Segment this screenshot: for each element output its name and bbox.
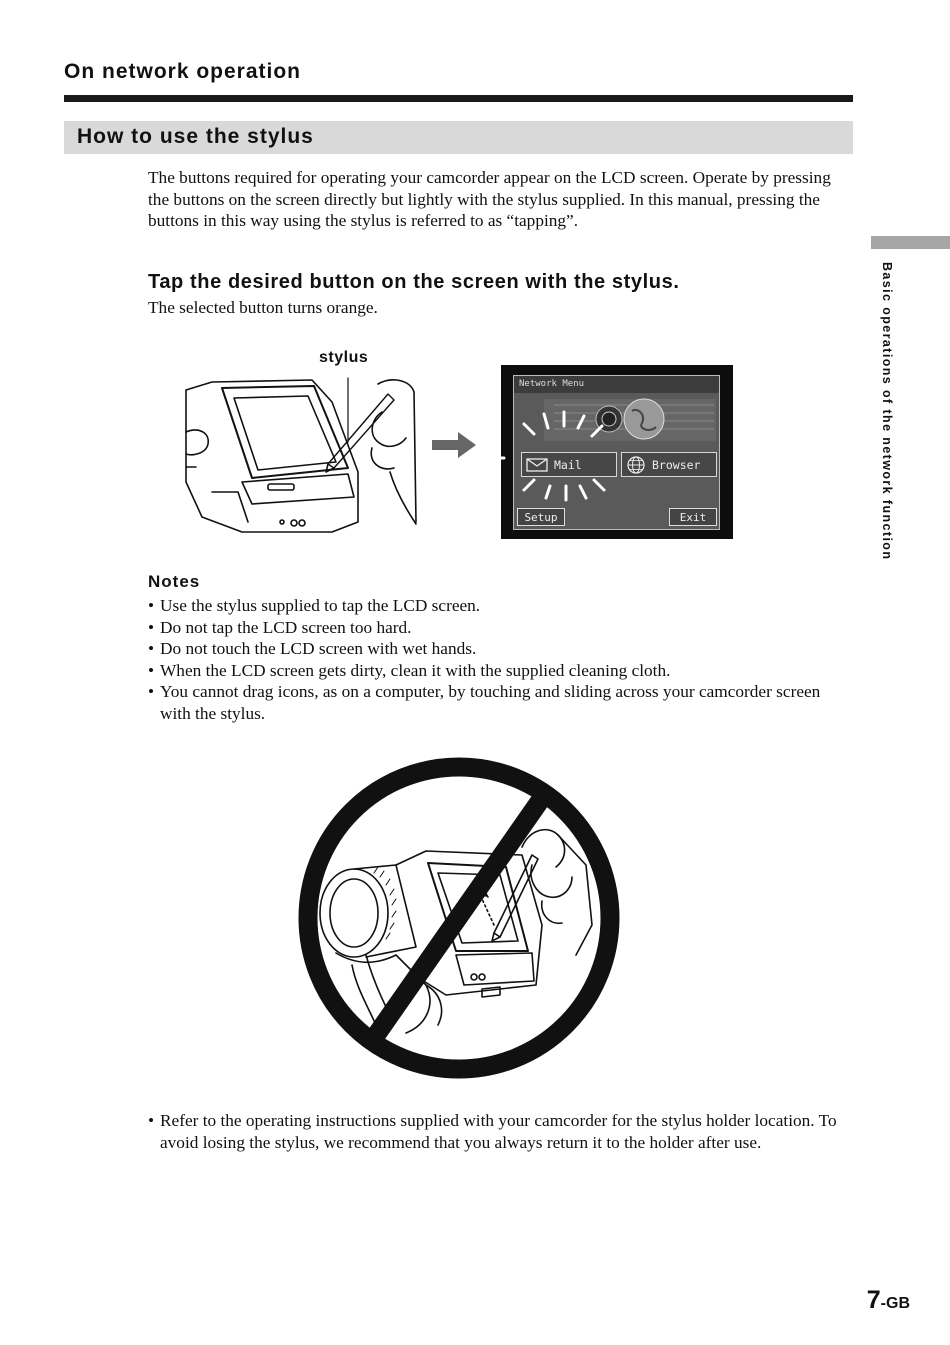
- note-text: Do not tap the LCD screen too hard.: [160, 617, 412, 637]
- stylus-callout-label: stylus: [319, 349, 369, 366]
- camcorder-stylus-illustration: [182, 372, 418, 534]
- network-menu-titlebar: [514, 376, 719, 393]
- note-text: Do not touch the LCD screen with wet hands.: [160, 639, 477, 658]
- subsection-band: [64, 121, 853, 154]
- final-note: [148, 1110, 853, 1153]
- note-text: Refer to the operating instructions supplied with your camcorder for the stylus holder location. To avoid losing the stylus, we recommend that you always return it to the holder after use.: [160, 1111, 837, 1152]
- side-tab-marker: [871, 236, 950, 249]
- note-text: When the LCD screen gets dirty, clean it with the supplied cleaning cloth.: [160, 660, 671, 680]
- note-bullet: •: [148, 1111, 155, 1130]
- network-menu-window: [513, 375, 720, 530]
- mail-button[interactable]: [521, 452, 617, 477]
- step-subtext: The selected button turns orange.: [148, 298, 378, 317]
- page-number-value: 7: [866, 1286, 881, 1314]
- note-text: You cannot drag icons, as on a computer, by touching and sliding across your camcorder screen with the stylus.: [160, 682, 821, 723]
- setup-button[interactable]: Setup: [517, 508, 565, 526]
- section-title: On network operation: [64, 60, 302, 83]
- intro-paragraph: The buttons required for operating your camcorder appear on the LCD screen. Operate by pressing the buttons on the screen directly but lightly with the stylus supplied. In this manual, pressing the buttons in this way using the stylus is referred to as “tapping”.: [148, 168, 831, 230]
- note-item: [148, 617, 853, 639]
- section-rule: [64, 95, 853, 102]
- note-bullet: •: [148, 639, 155, 658]
- note-item: [148, 638, 853, 660]
- exit-button[interactable]: Exit: [669, 508, 717, 526]
- note-bullet: •: [148, 682, 155, 701]
- mail-button-label: Mail: [554, 457, 582, 472]
- network-menu-title: Network Menu: [519, 379, 585, 389]
- page-number-suffix: -GB: [880, 1295, 910, 1312]
- note-bullet: •: [148, 617, 155, 637]
- no-drag-prohibited-illustration: [296, 755, 622, 1081]
- mail-envelope-icon: [526, 458, 548, 472]
- notes-heading: Notes: [148, 572, 201, 591]
- subsection-title: How to use the stylus: [77, 125, 314, 148]
- right-arrow-icon: [432, 430, 478, 460]
- lcd-screen-illustration: [501, 365, 733, 539]
- side-tab-text: Basic operations of the network function: [880, 262, 894, 561]
- browser-button[interactable]: [621, 452, 717, 477]
- note-text: Use the stylus supplied to tap the LCD screen.: [160, 596, 481, 615]
- page-number: [867, 1286, 910, 1315]
- note-item: [148, 595, 853, 617]
- notes-list: [148, 595, 853, 724]
- step-heading: Tap the desired button on the screen with the stylus.: [148, 271, 680, 293]
- note-bullet: •: [148, 596, 155, 615]
- globe-icon: [626, 455, 646, 475]
- note-item: [148, 1110, 853, 1153]
- note-item: [148, 681, 853, 724]
- note-bullet: •: [148, 660, 155, 680]
- browser-button-label: Browser: [652, 457, 701, 472]
- note-item: [148, 660, 853, 682]
